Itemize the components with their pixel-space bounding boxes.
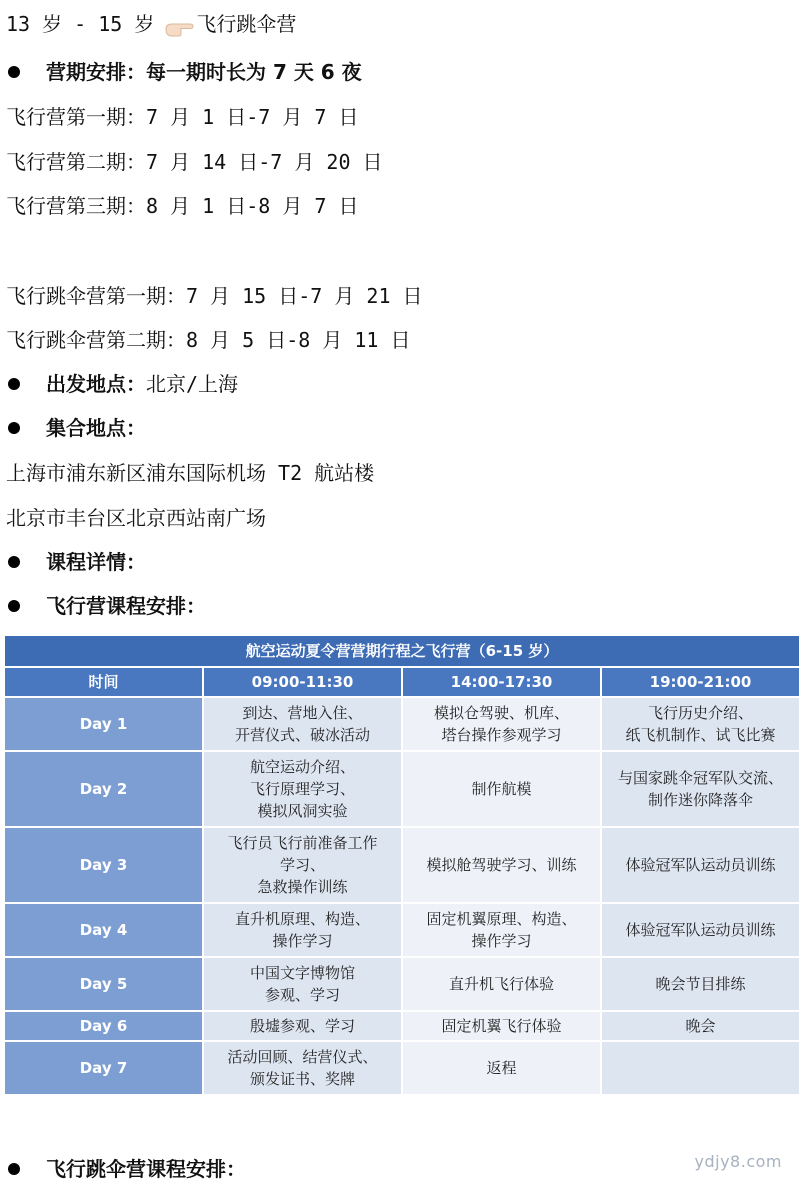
table-header-morning: 09:00-11:30 <box>204 668 401 696</box>
activity-text: 固定机翼飞行体验 <box>441 1017 562 1035</box>
activity-text: 飞行历史介绍、 纸飞机制作、试飞比赛 <box>625 704 776 744</box>
flight-course-bullet <box>8 592 206 620</box>
table-activity-cell <box>204 1042 401 1094</box>
skydive-period-1: 飞行跳伞营第一期：7 月 15 日-7 月 21 日 <box>6 284 423 308</box>
table-day-cell: Day 3 <box>5 828 202 902</box>
bullet-dot <box>8 556 20 568</box>
skydive-period-2: 飞行跳伞营第二期：8 月 5 日-8 月 11 日 <box>6 328 411 352</box>
activity-text: 与国家跳伞冠军队交流、 制作迷你降落伞 <box>617 769 783 809</box>
table-activity-cell <box>403 698 600 750</box>
table-activity-cell <box>204 1012 401 1040</box>
table-activity-cell <box>403 752 600 826</box>
table-activity-cell <box>602 904 799 956</box>
table-activity-cell <box>403 1042 600 1094</box>
table-day-cell: Day 5 <box>5 958 202 1010</box>
flight-course-label: 飞行营课程安排： <box>46 594 206 618</box>
table-activity-cell <box>602 828 799 902</box>
table-activity-cell <box>602 698 799 750</box>
bullet-dot <box>8 378 20 390</box>
departure-value: 北京/上海 <box>146 372 239 396</box>
table-activity-cell <box>204 958 401 1010</box>
table-activity-cell <box>602 1042 799 1094</box>
activity-text: 体验冠军队运动员训练 <box>625 856 776 874</box>
activity-text: 模拟舱驾驶学习、训练 <box>426 856 577 874</box>
schedule-label: 营期安排：每一期时长为 7 天 6 夜 <box>46 60 362 84</box>
table-header-time: 时间 <box>5 668 202 696</box>
watermark: ydjy8.com <box>694 1152 782 1171</box>
departure-bullet <box>8 370 238 398</box>
header-line <box>6 10 296 38</box>
bullet-dot <box>8 1163 20 1175</box>
activity-text: 直升机原理、构造、 操作学习 <box>234 910 370 950</box>
table-activity-cell <box>602 958 799 1010</box>
table-activity-cell <box>204 904 401 956</box>
activity-text: 中国文字博物馆 参观、学习 <box>249 964 355 1004</box>
table-activity-cell <box>403 828 600 902</box>
table-activity-cell <box>602 752 799 826</box>
table-day-cell: Day 2 <box>5 752 202 826</box>
table-activity-cell <box>403 904 600 956</box>
activity-text: 晚会节目排练 <box>655 975 746 993</box>
table-activity-cell <box>602 1012 799 1040</box>
meeting-label: 集合地点： <box>46 416 146 440</box>
bullet-dot <box>8 600 20 612</box>
table-day-cell: Day 1 <box>5 698 202 750</box>
age-range: 13 岁 - 15 岁 <box>6 12 155 36</box>
table-header-afternoon: 14:00-17:30 <box>403 668 600 696</box>
flight-period-3: 飞行营第三期：8 月 1 日-8 月 7 日 <box>6 194 359 218</box>
meeting-place-shanghai: 上海市浦东新区浦东国际机场 T2 航站楼 <box>6 461 375 485</box>
table-activity-cell <box>204 828 401 902</box>
course-bullet <box>8 548 146 576</box>
flight-period-1: 飞行营第一期：7 月 1 日-7 月 7 日 <box>6 105 359 129</box>
flight-camp-schedule-table <box>5 636 799 1092</box>
departure-label: 出发地点： <box>46 372 146 396</box>
table-title: 航空运动夏令营营期行程之飞行营（6-15 岁） <box>5 636 799 666</box>
table-activity-cell <box>403 1012 600 1040</box>
bullet-dot <box>8 422 20 434</box>
activity-text: 模拟仓驾驶、机库、 塔台操作参观学习 <box>433 704 569 744</box>
activity-text: 体验冠军队运动员训练 <box>625 921 776 939</box>
activity-text: 制作航模 <box>471 780 532 798</box>
meeting-place-beijing: 北京市丰台区北京西站南广场 <box>6 506 266 530</box>
flight-period-2: 飞行营第二期：7 月 14 日-7 月 20 日 <box>6 150 383 174</box>
table-day-cell: Day 4 <box>5 904 202 956</box>
activity-text: 飞行员飞行前准备工作 学习、 急救操作训练 <box>227 834 378 896</box>
activity-text: 活动回顾、结营仪式、 颁发证书、奖牌 <box>227 1048 378 1088</box>
pointing-hand-icon <box>164 17 194 35</box>
table-activity-cell <box>204 698 401 750</box>
table-day-cell: Day 6 <box>5 1012 202 1040</box>
camp-name: 飞行跳伞营 <box>196 12 297 36</box>
bullet-dot <box>8 66 20 78</box>
activity-text: 固定机翼原理、构造、 操作学习 <box>426 910 577 950</box>
table-activity-cell <box>403 958 600 1010</box>
activity-text: 返程 <box>486 1059 517 1077</box>
table-header-evening: 19:00-21:00 <box>602 668 799 696</box>
meeting-bullet <box>8 414 146 442</box>
activity-text: 到达、营地入住、 开营仪式、破冰活动 <box>234 704 370 744</box>
activity-text: 航空运动介绍、 飞行原理学习、 模拟风洞实验 <box>249 758 355 820</box>
schedule-bullet <box>8 58 362 86</box>
activity-text: 直升机飞行体验 <box>448 975 554 993</box>
activity-text: 殷墟参观、学习 <box>249 1017 355 1035</box>
table-day-cell: Day 7 <box>5 1042 202 1094</box>
skydive-course-label: 飞行跳伞营课程安排： <box>46 1157 246 1181</box>
activity-text: 晚会 <box>685 1017 716 1035</box>
skydive-course-bullet <box>8 1155 246 1183</box>
course-label: 课程详情： <box>46 550 146 574</box>
table-activity-cell <box>204 752 401 826</box>
